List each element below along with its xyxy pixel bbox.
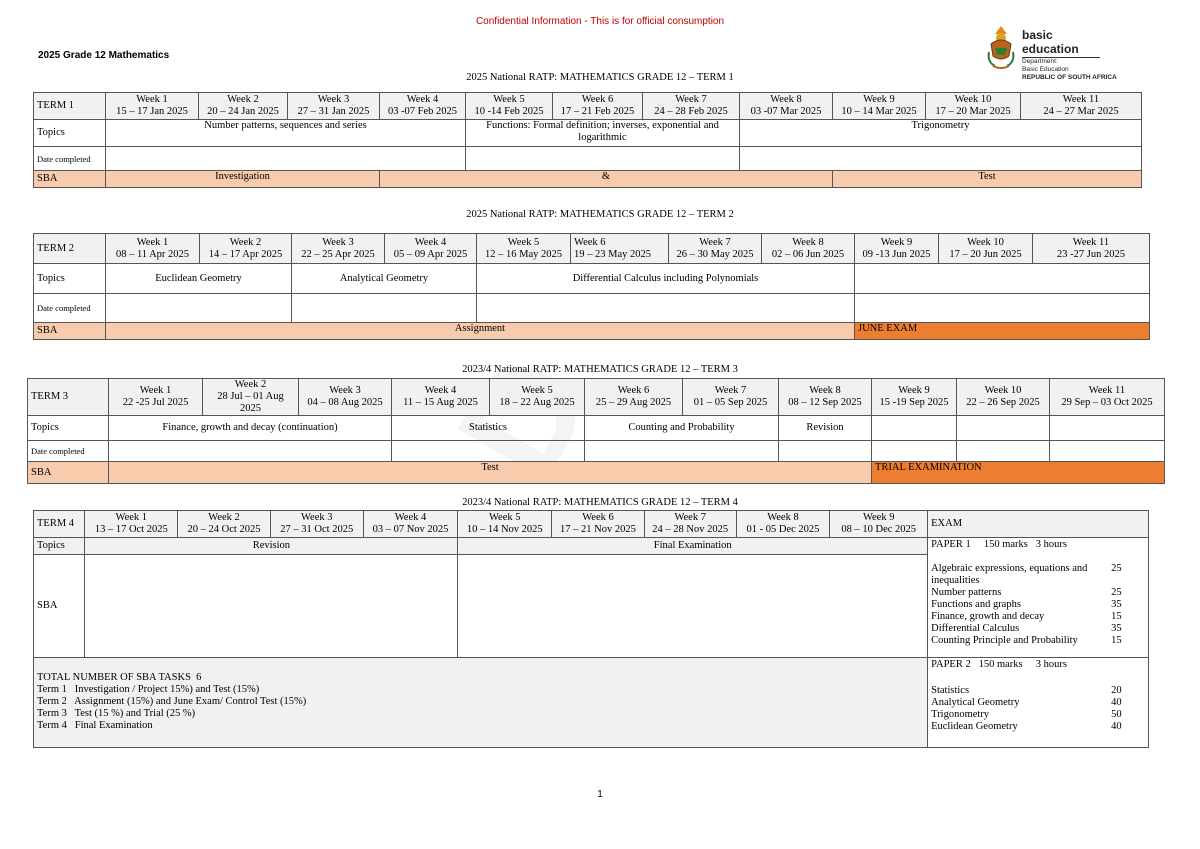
week-name: Week 9 (880, 236, 913, 248)
term2-week (855, 234, 939, 264)
topic-cell: Functions: Formal definition; inverses, exponential and logarithmic (466, 120, 740, 147)
topic-cell: Final Examination (458, 538, 928, 555)
paper2-topic: Analytical Geometry (931, 697, 1020, 708)
term4-week (644, 511, 736, 538)
week-name: Week 7 (675, 94, 707, 105)
week-dates: 14 – 17 Apr 2025 (208, 248, 283, 260)
week-name: Week 4 (414, 236, 447, 248)
week-name: Week 2 (229, 236, 262, 248)
term3-week (1050, 379, 1165, 416)
week-name: Week 5 (521, 385, 553, 396)
week-name: Week 4 (394, 512, 427, 523)
topic-cell-empty (872, 416, 957, 441)
week-name: Week 4 (406, 94, 439, 105)
paper1-marks: 25 (1111, 563, 1122, 574)
term2-week (477, 234, 571, 264)
date-completed-cell (779, 441, 872, 462)
paper2-marks: 40 (1111, 697, 1122, 708)
week-dates: 24 – 28 Nov 2025 (652, 524, 729, 535)
term4-week (270, 511, 363, 538)
week-dates: 03 – 07 Nov 2025 (372, 524, 449, 535)
week-dates: 12 – 16 May 2025 (485, 248, 562, 260)
paper2-topic: Trigonometry (931, 709, 990, 720)
week-dates: 17 – 20 Mar 2025 (935, 106, 1011, 117)
sba-label: SBA (28, 462, 109, 484)
week-name: Week 10 (984, 385, 1022, 396)
paper2-marks: 20 (1111, 685, 1122, 696)
week-dates: 15 – 17 Jan 2025 (116, 106, 188, 117)
term3-week (490, 379, 585, 416)
week-name: Week 8 (809, 385, 841, 396)
date-completed-cell (392, 441, 585, 462)
topics-label: Topics (28, 416, 109, 441)
week-dates: 09 -13 Jun 2025 (862, 248, 931, 260)
week-name: Week 3 (317, 94, 350, 105)
week-name: Week 5 (488, 512, 521, 523)
logo-wordmark: basic education (1022, 28, 1100, 58)
topics-label: Topics (34, 264, 106, 294)
week-dates: 22 – 26 Sep 2025 (966, 397, 1040, 408)
paper1-marks: 35 (1111, 623, 1122, 634)
term1-week (926, 93, 1021, 120)
paper2-marks: 50 (1111, 709, 1122, 720)
week-dates: 10 – 14 Nov 2025 (466, 524, 543, 535)
week-name: Week 10 (954, 94, 992, 105)
date-completed-cell (585, 441, 779, 462)
week-dates: 22 -25 Jul 2025 (122, 397, 189, 408)
term3-week (872, 379, 957, 416)
week-name: Week 6 (581, 94, 614, 105)
week-dates: 17 – 20 Jun 2025 (949, 248, 1022, 260)
coat-of-arms-icon (985, 22, 1017, 74)
paper1-title: PAPER 1 150 marks 3 hours (931, 539, 1067, 550)
date-completed-label: Date completed (34, 294, 106, 323)
term1-week (1021, 93, 1142, 120)
topic-cell: Statistics (392, 416, 585, 441)
week-name: Week 11 (1062, 94, 1100, 105)
paper1-cell (928, 538, 1149, 658)
paper1-topic: Number patterns (931, 587, 1002, 598)
week-dates: 25 – 29 Aug 2025 (595, 397, 672, 408)
term1-week (199, 93, 288, 120)
term4-week (736, 511, 830, 538)
term4-week (552, 511, 645, 538)
sba-cell (458, 555, 928, 658)
totals-line: Term 1 Investigation / Project 15%) and Test (15%) (37, 684, 260, 695)
term2-title: 2025 National RATP: MATHEMATICS GRADE 12 – TERM 2 (466, 209, 734, 220)
week-dates: 11 – 15 Aug 2025 (403, 397, 478, 408)
term4-week (85, 511, 178, 538)
date-completed-cell (106, 147, 466, 171)
term1-week (288, 93, 380, 120)
week-dates: 19 – 23 May 2025 (574, 248, 651, 260)
totals-heading: TOTAL NUMBER OF SBA TASKS 6 (37, 672, 202, 683)
paper1-marks: 25 (1111, 587, 1122, 598)
term2-week (200, 234, 292, 264)
week-dates: 08 – 11 Apr 2025 (115, 248, 190, 260)
topic-cell: Finance, growth and decay (continuation) (109, 416, 392, 441)
week-dates: 24 – 28 Feb 2025 (654, 106, 728, 117)
term1-week (553, 93, 643, 120)
paper1-topic: Finance, growth and decay (931, 611, 1045, 622)
topic-cell: Analytical Geometry (292, 264, 477, 294)
week-name: Week 6 (582, 512, 614, 523)
week-dates: 28 Jul – 01 Aug 2025 (217, 391, 284, 414)
sba-task: Test (833, 171, 1142, 188)
week-dates: 04 – 08 Aug 2025 (307, 397, 383, 408)
term4-title: 2023/4 National RATP: MATHEMATICS GRADE 12 – TERM 4 (462, 497, 738, 508)
week-dates: 29 Sep – 03 Oct 2025 (1061, 397, 1153, 408)
date-completed-cell (109, 441, 392, 462)
term2-label: TERM 2 (34, 234, 106, 264)
topic-cell: Number patterns, sequences and series (106, 120, 466, 147)
week-name: Week 7 (699, 236, 731, 248)
week-dates: 03 -07 Feb 2025 (387, 106, 458, 117)
term4-table (33, 510, 1149, 748)
week-name: Week 6 (574, 236, 606, 248)
week-name: Week 1 (139, 385, 172, 396)
confidential-notice: Confidential Information - This is for official consumption (475, 16, 725, 27)
logo-line-2: Basic Education (1022, 66, 1069, 73)
date-completed-cell (466, 147, 740, 171)
topics-label: Topics (34, 538, 85, 555)
sba-task: Investigation (106, 171, 380, 188)
term3-week (109, 379, 203, 416)
term3-week (683, 379, 779, 416)
term2-week (762, 234, 855, 264)
week-name: Week 11 (1088, 385, 1126, 396)
term3-week (585, 379, 683, 416)
term1-week (466, 93, 553, 120)
term2-week (939, 234, 1033, 264)
week-dates: 01 – 05 Sep 2025 (693, 397, 768, 408)
paper1-topic: Algebraic expressions, equations and inequalities (931, 563, 1088, 586)
week-name: Week 3 (322, 236, 354, 248)
sba-exam: JUNE EXAM (855, 323, 1150, 340)
paper2-marks: 40 (1111, 721, 1122, 732)
topic-cell: Revision (85, 538, 458, 555)
date-completed-cell (477, 294, 855, 323)
week-name: Week 10 (967, 236, 1004, 248)
sba-task: Assignment (106, 323, 855, 340)
sba-label: SBA (34, 555, 85, 658)
week-dates: 24 – 27 Mar 2025 (1043, 106, 1119, 117)
paper1-marks: 15 (1111, 635, 1122, 646)
totals-line: Term 3 Test (15 %) and Trial (25 %) (37, 708, 196, 719)
week-name: Week 9 (862, 512, 895, 523)
week-name: Week 3 (300, 512, 333, 523)
sba-exam: TRIAL EXAMINATION (872, 462, 1165, 484)
term1-table (33, 92, 1142, 188)
paper2-cell (928, 658, 1149, 748)
sba-task: & (380, 171, 833, 188)
week-name: Week 7 (714, 385, 747, 396)
date-completed-label: Date completed (28, 441, 109, 462)
term2-week (1033, 234, 1150, 264)
topic-cell-empty (1050, 416, 1165, 441)
term2-week (669, 234, 762, 264)
sba-label: SBA (34, 171, 106, 188)
week-dates: 27 – 31 Oct 2025 (280, 524, 354, 535)
term3-week (299, 379, 392, 416)
paper1-marks: 15 (1111, 611, 1122, 622)
week-dates: 08 – 12 Sep 2025 (788, 397, 862, 408)
term3-week (779, 379, 872, 416)
topic-cell: Differential Calculus including Polynomials (477, 264, 855, 294)
topic-cell-empty (855, 264, 1150, 294)
week-dates: 23 -27 Jun 2025 (1057, 248, 1125, 260)
paper2-topic: Statistics (931, 685, 970, 696)
term2-table (33, 233, 1150, 340)
date-completed-cell (872, 441, 957, 462)
sba-label: SBA (34, 323, 106, 340)
date-completed-cell (957, 441, 1050, 462)
week-dates: 02 – 06 Jun 2025 (771, 248, 845, 260)
term3-week (392, 379, 490, 416)
date-completed-cell (1050, 441, 1165, 462)
term4-week (830, 511, 928, 538)
topic-cell-empty (957, 416, 1050, 441)
exam-label: EXAM (928, 511, 1149, 538)
term3-week (957, 379, 1050, 416)
term4-week (458, 511, 552, 538)
week-dates: 10 – 14 Mar 2025 (841, 106, 917, 117)
paper1-marks: 35 (1111, 599, 1122, 610)
week-dates: 20 – 24 Oct 2025 (187, 524, 261, 535)
term1-week (643, 93, 740, 120)
week-dates: 05 – 09 Apr 2025 (393, 248, 468, 260)
date-completed-cell (106, 294, 292, 323)
week-dates: 26 – 30 May 2025 (676, 248, 754, 260)
week-name: Week 1 (136, 236, 169, 248)
paper1-topic: Counting Principle and Probability (931, 635, 1078, 646)
week-name: Week 6 (617, 385, 650, 396)
sba-totals (34, 658, 928, 748)
week-name: Week 7 (674, 512, 706, 523)
week-name: Week 8 (770, 94, 802, 105)
term4-week (178, 511, 271, 538)
week-name: Week 2 (227, 94, 259, 105)
week-dates: 03 -07 Mar 2025 (750, 106, 822, 117)
paper1-topic: Differential Calculus (931, 623, 1020, 634)
week-dates: 01 - 05 Dec 2025 (746, 524, 820, 535)
paper2-title: PAPER 2 150 marks 3 hours (931, 659, 1067, 670)
term1-week (380, 93, 466, 120)
week-name: Week 1 (115, 512, 148, 523)
date-completed-cell (740, 147, 1142, 171)
week-dates: 22 – 25 Apr 2025 (301, 248, 375, 260)
term1-week (106, 93, 199, 120)
week-name: Week 4 (424, 385, 457, 396)
term3-table (27, 378, 1165, 484)
topic-cell: Euclidean Geometry (106, 264, 292, 294)
date-completed-cell (292, 294, 477, 323)
week-dates: 13 – 17 Oct 2025 (94, 524, 168, 535)
week-name: Week 1 (136, 94, 168, 105)
term1-week (740, 93, 833, 120)
week-dates: 17 – 21 Feb 2025 (560, 106, 635, 117)
logo-line-1: Department: (1022, 58, 1058, 65)
topics-label: Topics (34, 120, 106, 147)
term1-label: TERM 1 (34, 93, 106, 120)
paper2-topic: Euclidean Geometry (931, 721, 1018, 732)
topic-cell: Revision (779, 416, 872, 441)
week-dates: 08 – 10 Dec 2025 (841, 524, 917, 535)
week-dates: 20 – 24 Jan 2025 (207, 106, 279, 117)
sba-task: Test (109, 462, 872, 484)
term2-week (106, 234, 200, 264)
date-completed-cell (855, 294, 1150, 323)
sba-cell (85, 555, 458, 658)
week-dates: 27 – 31 Jan 2025 (297, 106, 370, 117)
week-name: Week 2 (208, 512, 240, 523)
term3-title: 2023/4 National RATP: MATHEMATICS GRADE 12 – TERM 3 (462, 364, 738, 375)
term2-week (571, 234, 669, 264)
week-name: Week 2 (234, 379, 267, 390)
term3-label: TERM 3 (28, 379, 109, 416)
totals-line: Term 2 Assignment (15%) and June Exam/ Control Test (15%) (37, 696, 307, 707)
week-name: Week 8 (767, 512, 799, 523)
term4-label: TERM 4 (34, 511, 85, 538)
week-dates: 15 -19 Sep 2025 (879, 397, 949, 408)
dbe-logo (985, 20, 1125, 81)
totals-line: Term 4 Final Examination (37, 720, 153, 731)
page-number: 1 (597, 789, 603, 800)
week-name: Week 3 (329, 385, 361, 396)
week-dates: 10 -14 Feb 2025 (474, 106, 544, 117)
week-name: Week 9 (863, 94, 895, 105)
date-completed-label: Date completed (34, 147, 106, 171)
term1-week (833, 93, 926, 120)
week-name: Week 8 (792, 236, 824, 248)
week-name: Week 5 (507, 236, 540, 248)
term4-week (363, 511, 458, 538)
term2-week (292, 234, 385, 264)
term2-week (385, 234, 477, 264)
week-dates: 18 – 22 Aug 2025 (499, 397, 575, 408)
document-title: 2025 Grade 12 Mathematics (38, 50, 170, 61)
term3-week (203, 379, 299, 416)
paper1-topic: Functions and graphs (931, 599, 1021, 610)
week-name: Week 11 (1072, 236, 1110, 248)
week-dates: 17 – 21 Nov 2025 (560, 524, 636, 535)
topic-cell: Trigonometry (740, 120, 1142, 147)
term1-title: 2025 National RATP: MATHEMATICS GRADE 12 – TERM 1 (466, 72, 734, 83)
logo-line-3: REPUBLIC OF SOUTH AFRICA (1022, 74, 1117, 81)
week-name: Week 9 (898, 385, 930, 396)
topic-cell: Counting and Probability (585, 416, 779, 441)
week-name: Week 5 (493, 94, 525, 105)
